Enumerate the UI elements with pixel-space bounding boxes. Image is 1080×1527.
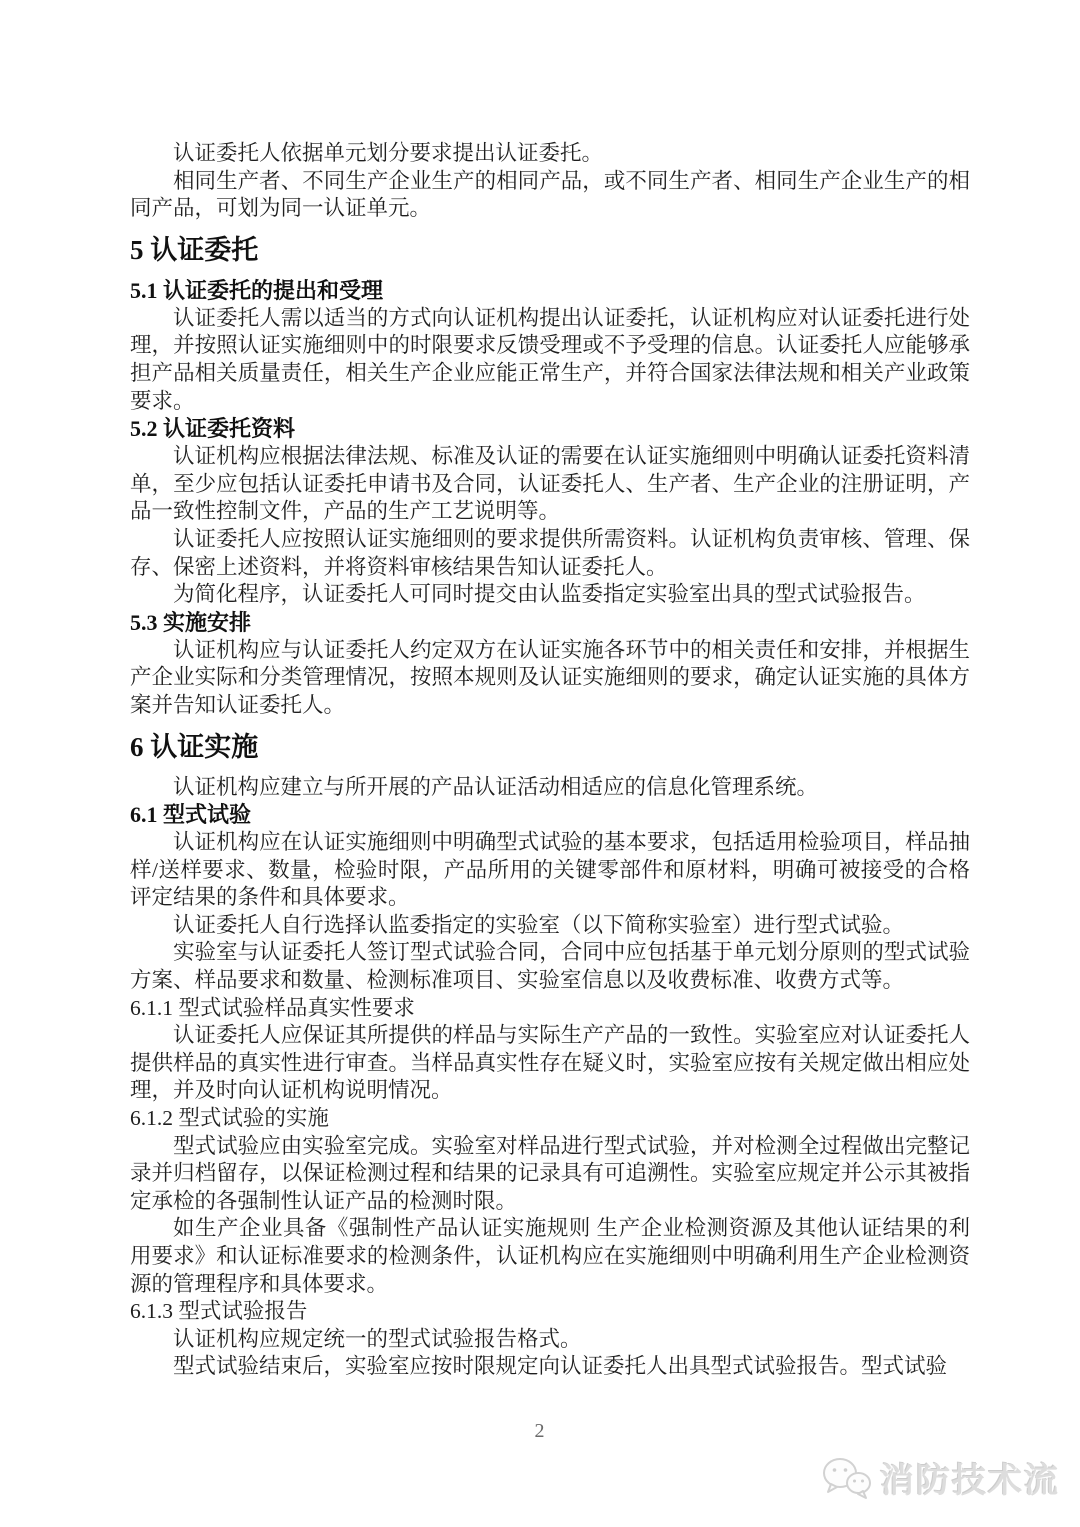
paragraph: 型式试验结束后，实验室应按时限规定向认证委托人出具型式试验报告。型式试验 <box>173 1354 948 1379</box>
paragraph: 认证委托人应按照认证实施细则的要求提供所需资料。认证机构负责审核、管理、保存、保密上述资料，并将资料审核结果告知认证委托人。 <box>130 526 970 579</box>
section-heading-5-2: 5.2 认证委托资料 <box>130 416 296 442</box>
paragraph: 认证机构应根据法律法规、标准及认证的需要在认证实施细则中明确认证委托资料清单，至少应包括认证委托申请书及合同，认证委托人、生产者、生产企业的注册证明，产品一致性控制文件，产品的生产工艺说明等。 <box>130 444 970 524</box>
paragraph: 认证委托人自行选择认监委指定的实验室（以下简称实验室）进行型式试验。 <box>173 912 905 937</box>
paragraph: 如生产企业具备《强制性产品认证实施规则 生产企业检测资源及其他认证结果的利用要求》和认证标准要求的检测条件，认证机构应在实施细则中明确利用生产企业检测资源的管理程序和具体要求。 <box>130 1216 970 1296</box>
section-heading-5-3: 5.3 实施安排 <box>130 609 252 635</box>
watermark-label: 消防技术流 <box>880 1463 1060 1500</box>
page-number: 2 <box>534 1420 546 1442</box>
paragraph: 认证机构应建立与所开展的产品认证活动相适应的信息化管理系统。 <box>173 774 819 799</box>
wechat-icon <box>821 1455 873 1501</box>
paragraph: 为简化程序，认证委托人可同时提交由认监委指定实验室出具的型式试验报告。 <box>173 582 926 607</box>
paragraph: 实验室与认证委托人签订型式试验合同，合同中应包括基于单元划分原则的型式试验方案、样品要求和数量、检测标准项目、实验室信息以及收费标准、收费方式等。 <box>130 940 970 993</box>
chapter-heading-6: 6 认证实施 <box>130 731 259 762</box>
chapter-heading-5: 5 认证委托 <box>130 234 259 265</box>
paragraph: 认证委托人应保证其所提供的样品与实际生产产品的一致性。实验室应对认证委托人提供样品的真实性进行审查。当样品真实性存在疑义时，实验室应按有关规定做出相应处理，并及时向认证机构说明情况。 <box>130 1023 970 1103</box>
intro-paragraph: 认证委托人依据单元划分要求提出认证委托。 <box>173 141 604 165</box>
intro-paragraph: 相同生产者、不同生产企业生产的相同产品，或不同生产者、相同生产企业生产的相同产品，可划为同一认证单元。 <box>130 168 970 221</box>
section-heading-5-1: 5.1 认证委托的提出和受理 <box>130 277 384 303</box>
section-heading-6-1: 6.1 型式试验 <box>130 802 252 828</box>
subsection-heading-6-1-3: 6.1.3 型式试验报告 <box>130 1299 308 1324</box>
document-content <box>130 140 970 1381</box>
paragraph: 认证机构应与认证委托人约定双方在认证实施各环节中的相关责任和安排，并根据生产企业实际和分类管理情况，按照本规则及认证实施细则的要求，确定认证实施的具体方案并告知认证委托人。 <box>130 637 970 717</box>
watermark <box>821 1453 1060 1502</box>
paragraph: 认证机构应规定统一的型式试验报告格式。 <box>173 1326 582 1351</box>
subsection-heading-6-1-1: 6.1.1 型式试验样品真实性要求 <box>130 995 415 1020</box>
subsection-heading-6-1-2: 6.1.2 型式试验的实施 <box>130 1106 329 1131</box>
paragraph: 型式试验应由实验室完成。实验室对样品进行型式试验，并对检测全过程做出完整记录并归档留存，以保证检测过程和结果的记录具有可追溯性。实验室应规定并公示其被指定承检的各强制性认证产品的检测时限。 <box>130 1133 970 1213</box>
paragraph: 认证委托人需以适当的方式向认证机构提出认证委托，认证机构应对认证委托进行处理，并按照认证实施细则中的时限要求反馈受理或不予受理的信息。认证委托人应能够承担产品相关质量责任，相关生产企业应能正常生产，并符合国家法律法规和相关产业政策要求。 <box>130 305 970 413</box>
paragraph: 认证机构应在认证实施细则中明确型式试验的基本要求，包括适用检验项目，样品抽样/送样要求、数量，检验时限，产品所用的关键零部件和原材料，明确可被接受的合格评定结果的条件和具体要求。 <box>130 830 970 910</box>
